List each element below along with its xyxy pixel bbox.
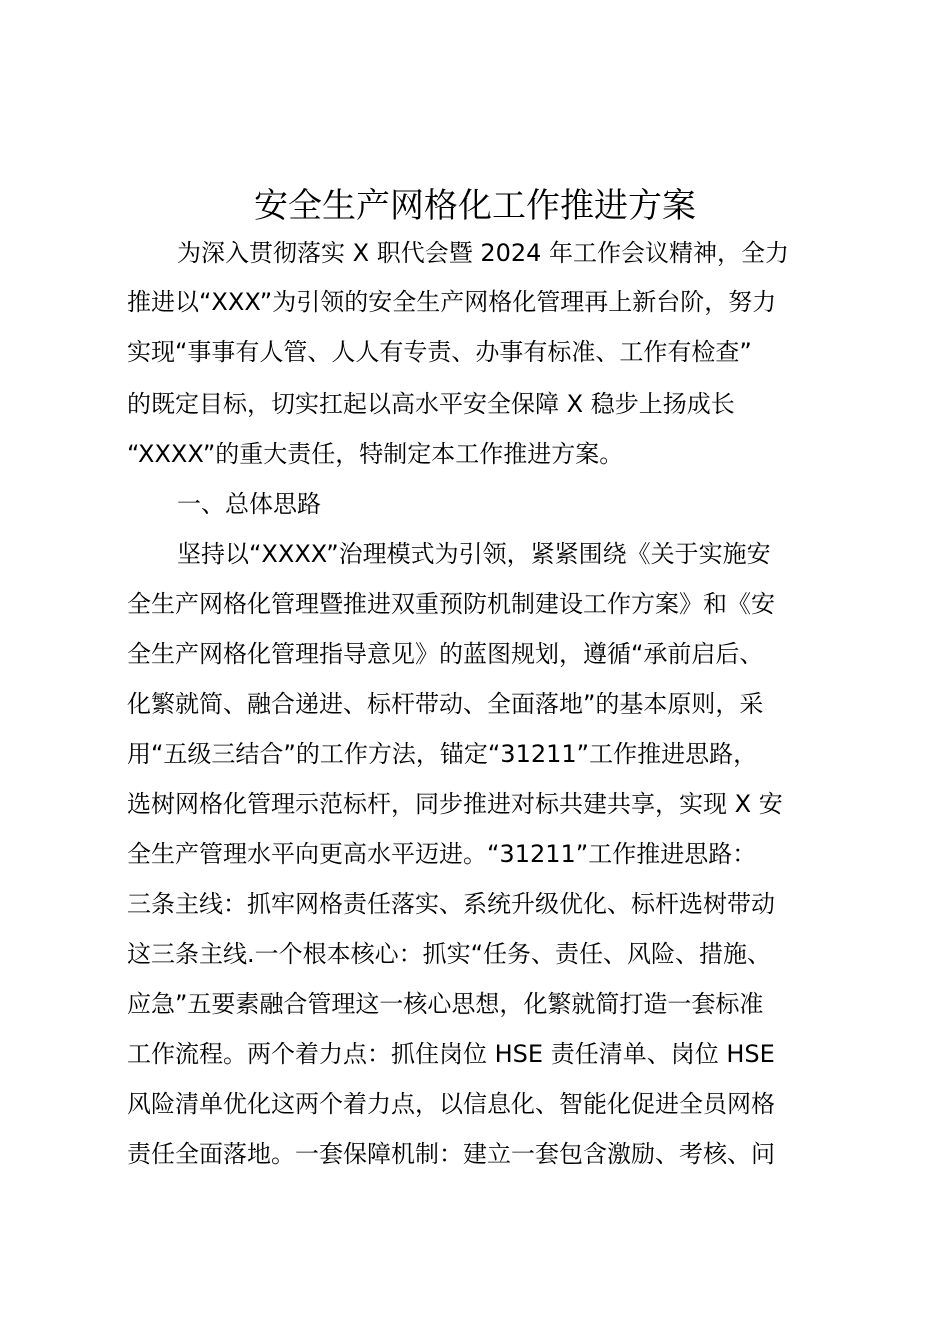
paragraph-line: 化繁就简、融合递进、标杆带动、全面落地”的基本原则，采 [127, 690, 764, 718]
paragraph-line: 应急”五要素融合管理这一核心思想，化繁就简打造一套标准 [127, 990, 764, 1018]
paragraph-line: 这三条主线.一个根本核心：抓实“任务、责任、风险、措施、 [127, 940, 772, 968]
paragraph-line: 三条主线：抓牢网格责任落实、系统升级优化、标杆选树带动 [127, 890, 775, 918]
paragraph-line: 全生产网格化管理指导意见》的蓝图规划，遵循“承前启后、 [127, 640, 764, 668]
paragraph-line: 选树网格化管理示范标杆，同步推进对标共建共享，实现 X 安 [127, 790, 783, 818]
paragraph-line: 推进以“XXX”为引领的安全生产网格化管理再上新台阶，努力 [127, 288, 777, 316]
paragraph-line: 为深入贯彻落实 X 职代会暨 2024 年工作会议精神，全力 [177, 239, 790, 267]
paragraph-line: 全生产管理水平向更高水平迈进。“31211”工作推进思路： [127, 840, 757, 868]
paragraph-line: 风险清单优化这两个着力点，以信息化、智能化促进全员网格 [127, 1090, 775, 1118]
paragraph-line: 实现“事事有人管、人人有专责、办事有标准、工作有检查” [127, 338, 752, 366]
paragraph-line: 全生产网格化管理暨推进双重预防机制建设工作方案》和《安 [127, 590, 775, 618]
paragraph-line: 用“五级三结合”的工作方法，锚定“31211”工作推进思路， [127, 740, 758, 768]
paragraph-line: 坚持以“XXXX”治理模式为引领，紧紧围绕《关于实施安 [177, 540, 771, 568]
document-title: 安全生产网格化工作推进方案 [254, 186, 696, 226]
section-heading: 一、总体思路 [177, 490, 321, 518]
paragraph-line: 责任全面落地。一套保障机制：建立一套包含激励、考核、问 [127, 1140, 775, 1168]
paragraph-line: 工作流程。两个着力点：抓住岗位 HSE 责任清单、岗位 HSE [127, 1040, 775, 1068]
paragraph-line: “XXXX”的重大责任，特制定本工作推进方案。 [127, 440, 624, 468]
paragraph-line: 的既定目标，切实扛起以高水平安全保障 X 稳步上扬成长 [127, 390, 735, 418]
